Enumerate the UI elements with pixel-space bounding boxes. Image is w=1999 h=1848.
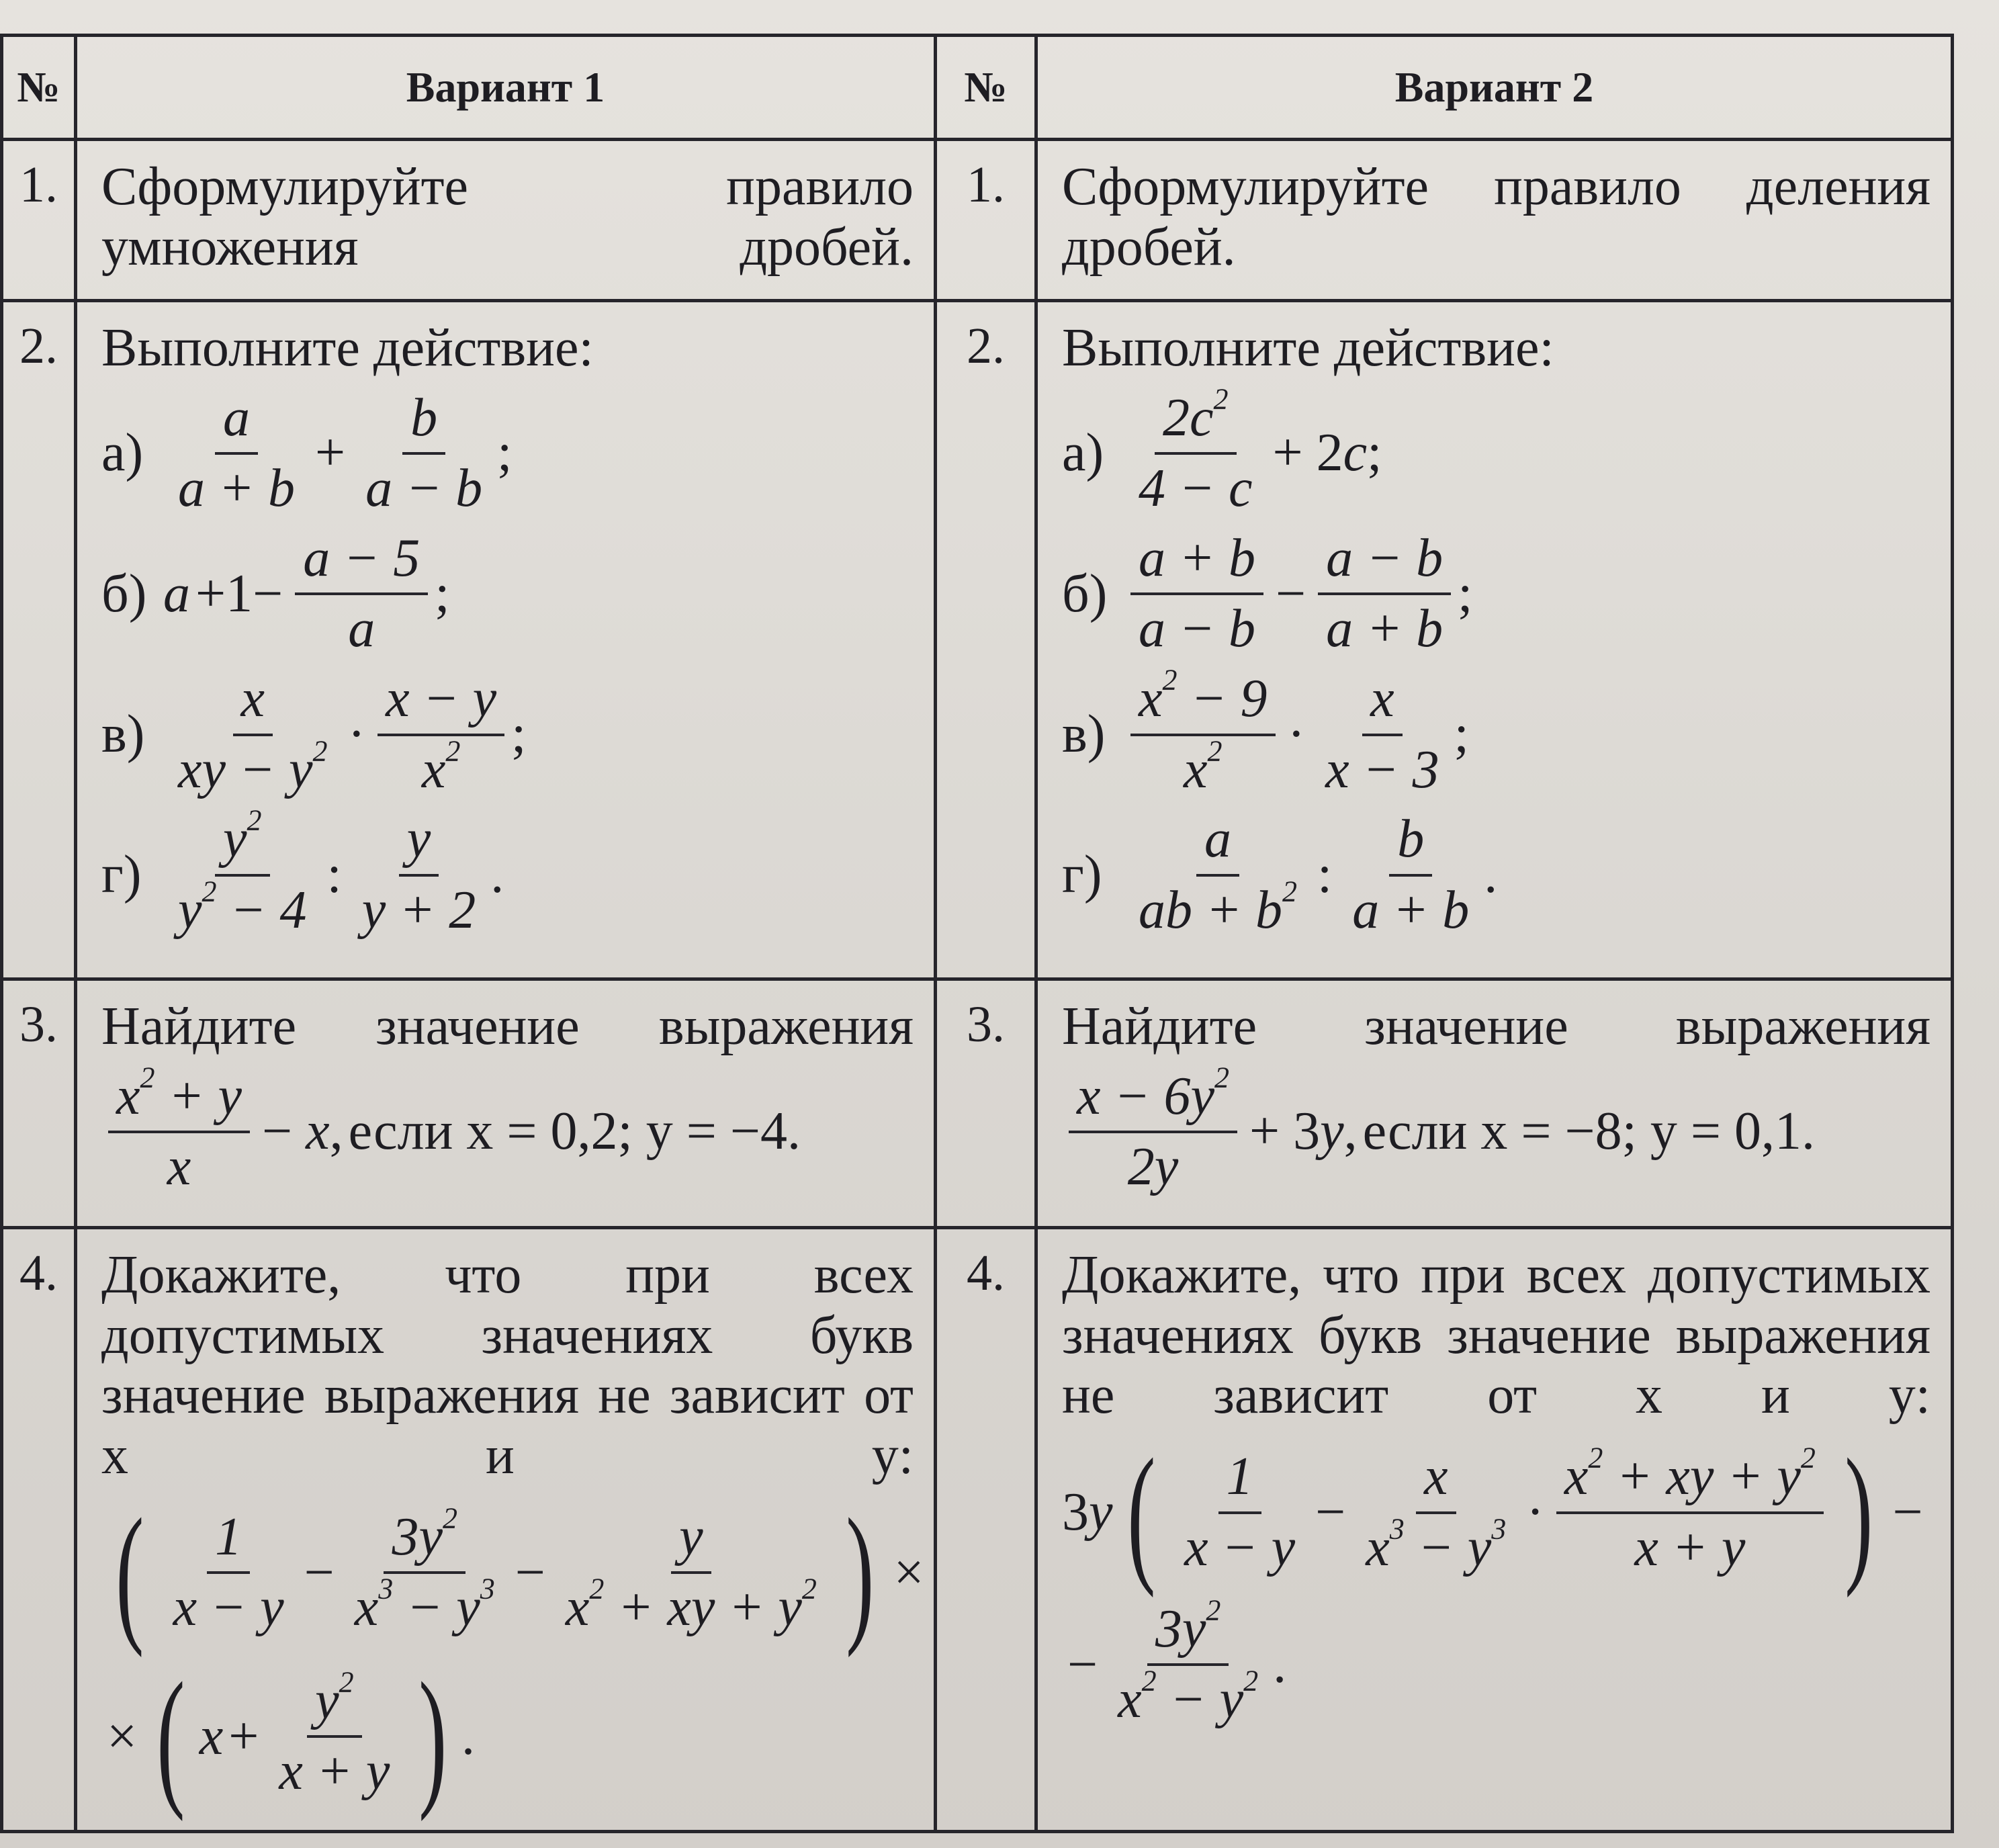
task2-variant1 xyxy=(76,301,936,979)
item-label: а) xyxy=(1062,423,1104,483)
task2-item-b: б) a +1− $\frac{a - 5}{a}$ ; xyxy=(101,528,450,659)
task-number: 2. xyxy=(936,301,1036,979)
task1-variant2: Сформулируйте правило деления дробей. xyxy=(1036,140,1953,301)
item-label: в) xyxy=(101,704,145,764)
item-label: б) xyxy=(1062,564,1108,623)
task3-condition: если x = 0,2; y = −4. xyxy=(348,1102,801,1161)
number-header: № xyxy=(2,36,76,140)
task3-text: Найдите значение выражения xyxy=(101,997,914,1056)
task3-condition: если x = −8; y = 0,1. xyxy=(1362,1102,1815,1161)
task2-item-a: а) $\frac{2c^2}{4 - c}$ + 2c; xyxy=(1062,382,1382,519)
task4-expression-line2: × ( x + $\frac{y^2}{x + y}$ ) . xyxy=(107,1651,475,1822)
variants-table xyxy=(0,34,1954,1833)
table-header xyxy=(2,36,1953,140)
task4-expression-line2: − $\frac{3y^2}{x^2 - y^2}$ . xyxy=(1067,1593,1287,1730)
task-number: 1. xyxy=(2,140,76,301)
task-row-2 xyxy=(2,301,1953,979)
task3-expression: $\frac{x - 6y^2}{2y}$ + 3y, если x = −8; y = 0,1. xyxy=(1062,1067,1930,1198)
task-number: 4. xyxy=(936,1228,1036,1832)
task-row-4 xyxy=(2,1228,1953,1832)
task4-variant1 xyxy=(76,1228,936,1832)
task2-item-g: г) $\frac{y^2}{y^2 - 4}$ : $\frac{y}{y + 2}$ . xyxy=(101,803,504,940)
variant1-header: Вариант 1 xyxy=(76,36,936,140)
task2-title: Выполните действие: xyxy=(1062,318,1554,378)
task-row-3 xyxy=(2,979,1953,1228)
task4-text: Докажите, что при всех допустимых значениях букв значение выражения не зависит от x и y: xyxy=(1062,1245,1930,1425)
task2-item-b: б) $\frac{a + b}{a - b}$ − $\frac{a - b}{a + b}$ ; xyxy=(1062,528,1473,659)
task-number: 4. xyxy=(2,1228,76,1832)
item-label: г) xyxy=(101,844,142,904)
item-label: г) xyxy=(1062,844,1102,904)
task-number: 3. xyxy=(936,979,1036,1228)
task2-title: Выполните действие: xyxy=(101,318,594,378)
task4-expression-line1: ( $\frac{1}{x - y}$ − $\frac{3y^2}{x^3 - y^3}$ − $\frac{y}{x^2 + xy + y^2}$ ) × xyxy=(116,1487,924,1659)
task-number: 1. xyxy=(936,140,1036,301)
task2-item-a: а) $\frac{a}{a + b}$ + $\frac{b}{a - b}$ ; xyxy=(101,388,513,519)
task3-variant2 xyxy=(1036,979,1953,1228)
item-label: б) xyxy=(101,564,147,623)
task2-item-g: г) $\frac{a}{ab + b^2}$ : $\frac{b}{a + b}$ . xyxy=(1062,809,1498,940)
item-label: а) xyxy=(101,423,144,483)
task2-item-v: в) $\frac{x}{xy - y^2}$ · $\frac{x - y}{x^2}$ ; xyxy=(101,668,527,799)
item-label: в) xyxy=(1062,704,1106,764)
task4-text: Докажите, что при всех допустимых значениях букв значение выражения не зависит от x и y: xyxy=(101,1245,914,1485)
task3-text: Найдите значение выражения xyxy=(1062,997,1930,1056)
task4-expression-line1: 3y ( $\frac{1}{x - y}$ − $\frac{x}{x^3 - y^3}$ · $\frac{x^2 + xy + y^2}{x + y}$ ) − xyxy=(1062,1426,1923,1598)
task4-variant2 xyxy=(1036,1228,1953,1832)
variant2-header: Вариант 2 xyxy=(1036,36,1953,140)
task-row-1 xyxy=(2,140,1953,301)
number-header-2: № xyxy=(936,36,1036,140)
task3-expression: $\frac{x^2 + y}{x}$ − x, если x = 0,2; y = −4. xyxy=(101,1067,914,1198)
task-number: 3. xyxy=(2,979,76,1228)
task2-variant2 xyxy=(1036,301,1953,979)
task-number: 2. xyxy=(2,301,76,979)
task3-variant1 xyxy=(76,979,936,1228)
task2-item-v: в) $\frac{x^2 - 9}{x^2}$ · $\frac{x}{x - 3}$ ; xyxy=(1062,663,1469,799)
task1-variant1: Сформулируйте правило умножения дробей. xyxy=(76,140,936,301)
